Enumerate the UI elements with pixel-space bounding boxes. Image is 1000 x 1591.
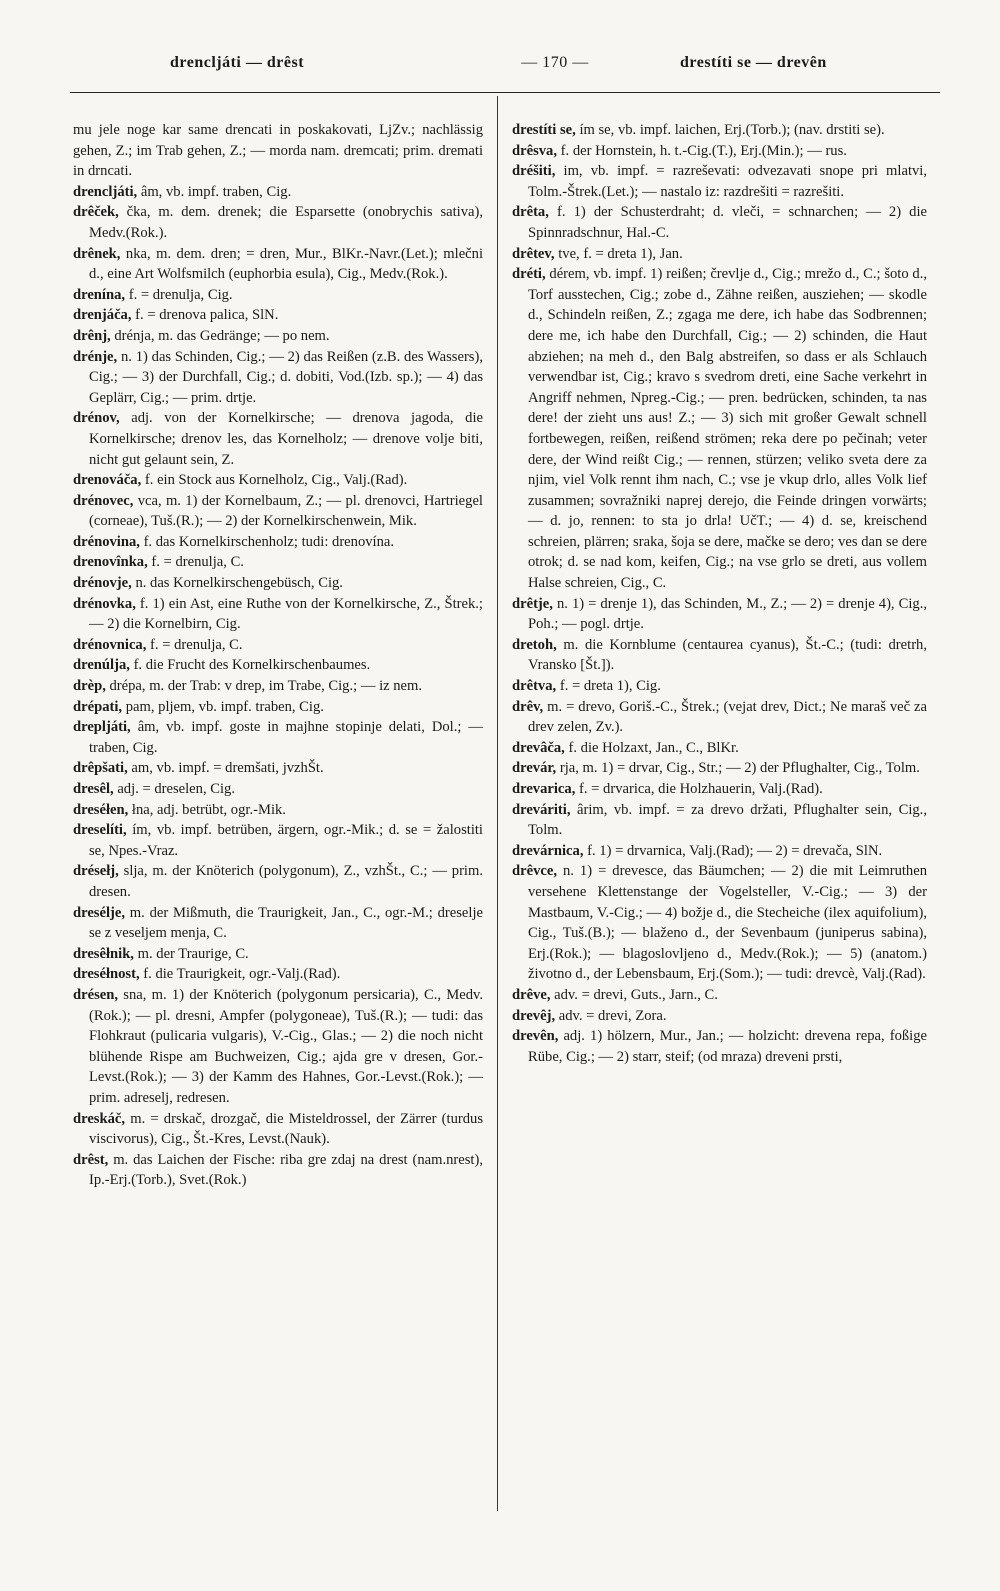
entry-headword: drevár,	[512, 760, 557, 777]
dictionary-entry	[73, 552, 483, 573]
entry-headword: dreváriti,	[512, 801, 571, 818]
dictionary-entry	[512, 594, 927, 635]
dictionary-entry	[73, 717, 483, 758]
entry-definition: adj. von der Kornelkirsche; — drenova jagoda, die Kornelkirsche; drenov les, das Kornelholz; — drenove volje biti, nicht gut gelaunt sein, Z.	[89, 410, 483, 468]
dictionary-entry	[512, 141, 927, 162]
dictionary-entry	[512, 758, 927, 779]
entry-definition: čka, m. dem. drenek; die Esparsette (onobrychis sativa), Medv.(Rok.).	[89, 204, 483, 241]
entry-headword: drenjáča,	[73, 307, 132, 324]
entry-definition: m. die Kornblume (centaurea cyanus), Št.-C.; (tudi: dretrh, Vransko [Št.]).	[528, 636, 927, 674]
entry-headword: drénovje,	[73, 575, 132, 592]
dictionary-entry	[73, 758, 483, 779]
dictionary-entry	[512, 202, 927, 243]
dictionary-entry	[73, 800, 483, 821]
entry-definition: nka, m. dem. dren; = dren, Mur., BlKr.-Navr.(Let.); mlečni d., eine Art Wolfsmilch (euphorbia esula), Cig., Medv.(Rok.).	[89, 245, 483, 283]
entry-headword: drêta,	[512, 204, 549, 221]
dictionary-entry	[73, 347, 483, 409]
entry-definition: drénja, m. das Gedränge; — po nem.	[114, 327, 330, 344]
entry-headword: dreséłen,	[73, 801, 129, 818]
entry-definition: âm, vb. impf. traben, Cig.	[140, 183, 292, 200]
entry-headword: drevárnica,	[512, 842, 584, 859]
entry-definition: n. 1) = drevesce, das Bäumchen; — 2) die mit Leimruthen versehene Klettenstange der Vogelsteller, V.-Cig.; — 3) der Mastbaum, V.-Cig.; — 4) božje d., die Stecheiche (ilex aquifolium), Cig., Tuš.(B.); — blaženo d., der Sevenbaum (juniperus sabina), Erj.(Rok.); — blagoslovljeno d., Medv.(Rok.); — 5) (anatom.) životno d., der Lebensbaum, Erj.(Som.); — tudi: drevcè, Valj.(Rad).	[528, 863, 927, 983]
entry-definition: f. 1) = drvarnica, Valj.(Rad); — 2) = drevača, SlN.	[587, 842, 883, 859]
entry-definition: m. das Laichen der Fische: riba gre zdaj na drest (nam.nrest), Ip.-Erj.(Torb.), Svet.(Rok.)	[89, 1151, 483, 1189]
entry-headword: drénovka,	[73, 595, 136, 612]
dictionary-entry	[73, 779, 483, 800]
entry-definition: drépa, m. der Trab: v drep, im Trabe, Cig.; — iz nem.	[109, 678, 423, 695]
dictionary-entry	[73, 820, 483, 861]
entry-definition: f. der Hornstein, h. t.-Cig.(T.), Erj.(Min.); — rus.	[560, 142, 847, 159]
entry-headword: dréšiti,	[512, 163, 556, 180]
entry-definition: f. die Traurigkeit, ogr.-Valj.(Rad).	[143, 966, 341, 983]
entry-definition: f. = drenulja, C.	[151, 554, 244, 571]
entry-headword: drenína,	[73, 286, 126, 303]
entry-headword: drépati,	[73, 698, 123, 715]
dictionary-entry	[512, 244, 927, 265]
entry-definition: m. der Mißmuth, die Traurigkeit, Jan., C., ogr.-M.; dreselje se z veseljem menja, C.	[89, 904, 483, 942]
entry-headword: drénovec,	[73, 492, 134, 509]
entry-headword: drêvce,	[512, 863, 557, 880]
entry-definition: im, vb. impf. = razreševati: odvezavati snope pri mlatvi, Tolm.-Štrek.(Let.); — nastalo iz: razdrešiti = razrešiti.	[528, 163, 927, 200]
entry-definition: m. = drevo, Goriš.-C., Štrek.; (vejat drev, Dict.; Ne maraš več za drev zelen, Zv.).	[528, 698, 927, 736]
entry-headword: drevâča,	[512, 739, 565, 756]
entry-definition: f. = drenulja, C.	[150, 636, 243, 653]
entry-headword: dresêl,	[73, 781, 114, 797]
dictionary-entry	[73, 408, 483, 470]
entry-headword: dretoh,	[512, 636, 557, 653]
entry-definition: ârim, vb. impf. = za drevo držati, Pflughalter sein, Cig., Tolm.	[528, 801, 927, 839]
dictionary-entry	[73, 532, 483, 553]
entry-definition: mu jele noge kar same drencati in poskakovati, LjZv.; nachlässig gehen, Z.; im Trab gehen, Z.; — morda nam. dremcati; prim. dremati in drncati.	[73, 122, 483, 180]
dictionary-entry	[73, 985, 483, 1109]
entry-headword: drèp,	[73, 678, 106, 695]
entry-headword: drenovînka,	[73, 554, 148, 571]
header-right-guide: drestíti se — drevên	[680, 54, 827, 71]
entry-headword: drénovina,	[73, 533, 140, 550]
entry-headword: drêtev,	[512, 245, 555, 262]
dictionary-entry	[512, 676, 927, 697]
dictionary-entry	[512, 800, 927, 841]
dictionary-entry	[512, 161, 927, 202]
dictionary-entry	[73, 573, 483, 594]
entry-definition: f. 1) der Schusterdraht; d. vleči, = schnarchen; — 2) die Spinnradschnur, Hal.-C.	[528, 204, 927, 241]
dictionary-entry	[73, 676, 483, 697]
entry-headword: drenováča,	[73, 472, 142, 489]
entry-headword: drênj,	[73, 327, 111, 344]
dictionary-entry	[512, 841, 927, 862]
dictionary-entry	[73, 470, 483, 491]
entry-definition: f. die Holzaxt, Jan., C., BlKr.	[568, 739, 739, 756]
dictionary-entry	[512, 1006, 927, 1027]
entry-definition: dérem, vb. impf. 1) reißen; črevlje d., Cig.; mrežo d., C.; šoto d., Torf ausstechen, Cig.; zobe d., Zähne reißen, ausziehen; — skodle d., Schindeln reißen, Z.; zgaga me dere, ich habe das Sodbrennen; dere me, ich habe den Durchfall, Cig.; — 2) schinden, die Haut abziehen; na meh d., den Balg abstreifen, so dass er als Schlauch verwendbar ist, Cig.; kravo s svedrom dreti, eine Sache verkehrt in Angriff nehmen, Npreg.-Cig.; — pren. bedrücken, schinden, ta nas dere! der zieht uns aus! Z.; — 3) sich mit großer Gewalt schnell fortbewegen, reißen, reißend strömen; reka dere po pečinah; veter dere, der Wind reißt Cig.; — rennen, stürzen; veliko sveta dere za njim, viel Volk rennt ihm nach, C.; vse je vkup drlo, alles Volk lief zusammen; sovražniki naprej derejo, die Feinde dringen vorwärts; — d. jo, rennen: to sta jo drla! UčT.; — 4) d. se, kreischend schreien, plärren; sraka, šoja se dere, mačke se dero; ves dan se dere otrok; d. se nad kom, keifen, Cig.; na vse grlo se dreti, aus vollem Halse schreien, Cig., C.	[528, 266, 927, 592]
entry-headword: drésen,	[73, 986, 118, 1003]
dictionary-entry	[512, 738, 927, 759]
entry-definition: f. 1) ein Ast, eine Ruthe von der Kornelkirsche, Z., Štrek.; — 2) die Kornelbirn, Cig.	[89, 595, 483, 633]
dictionary-entry	[73, 285, 483, 306]
entry-definition: sna, m. 1) der Knöterich (polygonum persicaria), C., Medv.(Rok.); — pl. dresni, Ampfer (polygoneae), Tuš.(R.); — tudi: das Flohkraut (pulicaria vulgaris), V.-Cig., Glas.; — 2) die noch nicht blühende Rispe am Buchweizen, Cig.; ajda gre v dresen, Gor.-Levst.(Rok.); — 3) der Kamm des Hahnes, Gor.-Levst.(Rok.); — prim. adreselj, redresen.	[89, 986, 484, 1106]
entry-definition: f. das Kornelkirschenholz; tudi: drenovína.	[143, 533, 395, 550]
dictionary-entry	[512, 861, 927, 985]
entry-headword: drevarica,	[512, 781, 576, 797]
entry-headword: drêsva,	[512, 142, 557, 159]
entry-headword: dreselíti,	[73, 822, 127, 839]
entry-definition: adv. = drevi, Zora.	[558, 1007, 667, 1024]
entry-definition: n. das Kornelkirschengebüsch, Cig.	[135, 575, 343, 592]
dictionary-entry	[73, 903, 483, 944]
entry-definition: adj. 1) hölzern, Mur., Jan.; — holzicht: drevena repa, foßige Rübe, Cig.; — 2) starr, steif; (od mraza) dreveni prsti,	[528, 1028, 927, 1065]
dictionary-entry	[73, 655, 483, 676]
entry-definition: n. 1) = drenje 1), das Schinden, M., Z.; — 2) = drenje 4), Cig., Poh.; — pogl. drtje.	[528, 595, 927, 633]
entry-headword: drénov,	[73, 410, 120, 427]
header-left-guide: drencljáti — drêst	[170, 54, 305, 71]
entry-definition: f. = dreta 1), Cig.	[559, 678, 661, 695]
dictionary-entry	[73, 326, 483, 347]
entry-definition: łna, adj. betrübt, ogr.-Mik.	[131, 801, 286, 818]
page-number: — 170 —	[521, 54, 589, 71]
column-divider	[497, 96, 498, 1511]
entry-definition: ím se, vb. impf. laichen, Erj.(Torb.); (nav. drstiti se).	[579, 122, 885, 138]
entry-headword: dreséłnost,	[73, 966, 140, 983]
entry-definition: âm, vb. impf. goste in majhne stopinje delati, Dol.; — traben, Cig.	[89, 719, 483, 756]
entry-headword: drencljáti,	[73, 183, 138, 200]
dictionary-entry	[73, 944, 483, 965]
entry-definition: vca, m. 1) der Kornelbaum, Z.; — pl. drenovci, Hartriegel (corneae), Tuš.(R.); — 2) der Kornelkirschenwein, Mik.	[89, 492, 483, 530]
entry-headword: dresêłnik,	[73, 945, 134, 962]
entry-definition: f. = drvarica, die Holzhauerin, Valj.(Rad).	[579, 781, 823, 797]
dictionary-entry	[73, 964, 483, 985]
entry-headword: drêv,	[512, 698, 544, 715]
dictionary-entry	[73, 861, 483, 902]
dictionary-entry	[512, 120, 927, 141]
entry-headword: drêtje,	[512, 595, 553, 612]
entry-headword: drenúlja,	[73, 657, 130, 674]
entry-headword: drêtva,	[512, 678, 557, 695]
entry-headword: drénovnica,	[73, 636, 147, 653]
entry-headword: drêst,	[73, 1151, 109, 1168]
entry-definition: adv. = drevi, Guts., Jarn., C.	[554, 986, 718, 1003]
dictionary-entry	[512, 779, 927, 800]
entry-definition: rja, m. 1) = drvar, Cig., Str.; — 2) der Pflughalter, Cig., Tolm.	[559, 760, 920, 777]
dictionary-entry	[73, 697, 483, 718]
running-header	[70, 48, 940, 78]
entry-definition: f. ein Stock aus Kornelholz, Cig., Valj.(Rad).	[144, 472, 408, 489]
dictionary-entry	[73, 1109, 483, 1150]
dictionary-entry	[512, 635, 927, 676]
entry-headword: dresélje,	[73, 904, 126, 921]
entry-definition: tve, f. = dreta 1), Jan.	[558, 245, 683, 262]
entry-headword: drepljáti,	[73, 719, 131, 736]
dictionary-entry	[73, 182, 483, 203]
entry-headword: drêček,	[73, 204, 119, 221]
entry-definition: adj. = dreselen, Cig.	[117, 781, 235, 797]
dictionary-entry	[73, 202, 483, 243]
dictionary-entry	[73, 120, 483, 182]
entry-definition: m. der Traurige, C.	[137, 945, 249, 962]
entry-headword: dréti,	[512, 266, 546, 283]
left-column	[73, 120, 483, 1191]
entry-headword: drêve,	[512, 986, 551, 1003]
dictionary-entry	[73, 244, 483, 285]
entry-definition: slja, m. der Knöterich (polygonum), Z., vzhŠt., C.; — prim. dresen.	[89, 863, 483, 900]
right-column	[512, 120, 927, 1067]
entry-definition: m. = drskač, drozgač, die Misteldrossel, der Zärrer (turdus viscivorus), Cig., Št.-Kres, Levst.(Nauk).	[89, 1110, 483, 1148]
entry-headword: drestíti se,	[512, 122, 576, 138]
dictionary-entry	[73, 305, 483, 326]
dictionary-entry	[73, 594, 483, 635]
entry-headword: drésełj,	[73, 863, 119, 880]
entry-definition: f. die Frucht des Kornelkirschenbaumes.	[133, 657, 371, 674]
entry-definition: am, vb. impf. = dremšati, jvzhŠt.	[131, 760, 324, 777]
entry-headword: drêpšati,	[73, 760, 128, 777]
entry-definition: n. 1) das Schinden, Cig.; — 2) das Reißen (z.B. des Wassers), Cig.; — 3) der Durchfall, Cig.; d. dobiti, Vod.(Izb. sp.); — 4) das Geplärr, Cig.; — prim. drtje.	[89, 348, 483, 406]
dictionary-entry	[73, 1150, 483, 1191]
entry-definition: f. = drenulja, Cig.	[128, 286, 233, 303]
dictionary-entry	[512, 985, 927, 1006]
entry-headword: drevêj,	[512, 1007, 556, 1024]
dictionary-entry	[73, 491, 483, 532]
entry-headword: dreskáč,	[73, 1110, 126, 1127]
dictionary-entry	[512, 264, 927, 594]
entry-headword: drénje,	[73, 348, 118, 365]
entry-headword: drevên,	[512, 1028, 559, 1045]
entry-definition: ím, vb. impf. betrüben, ärgern, ogr.-Mik.; d. se = žalostiti se, Npes.-Vraz.	[89, 822, 483, 859]
entry-headword: drênek,	[73, 245, 121, 262]
entry-definition: f. = drenova palica, SlN.	[135, 307, 279, 324]
header-rule	[70, 92, 940, 93]
entry-definition: pam, pljem, vb. impf. traben, Cig.	[125, 698, 324, 715]
dictionary-entry	[73, 635, 483, 656]
dictionary-entry	[512, 1026, 927, 1067]
dictionary-entry	[512, 697, 927, 738]
